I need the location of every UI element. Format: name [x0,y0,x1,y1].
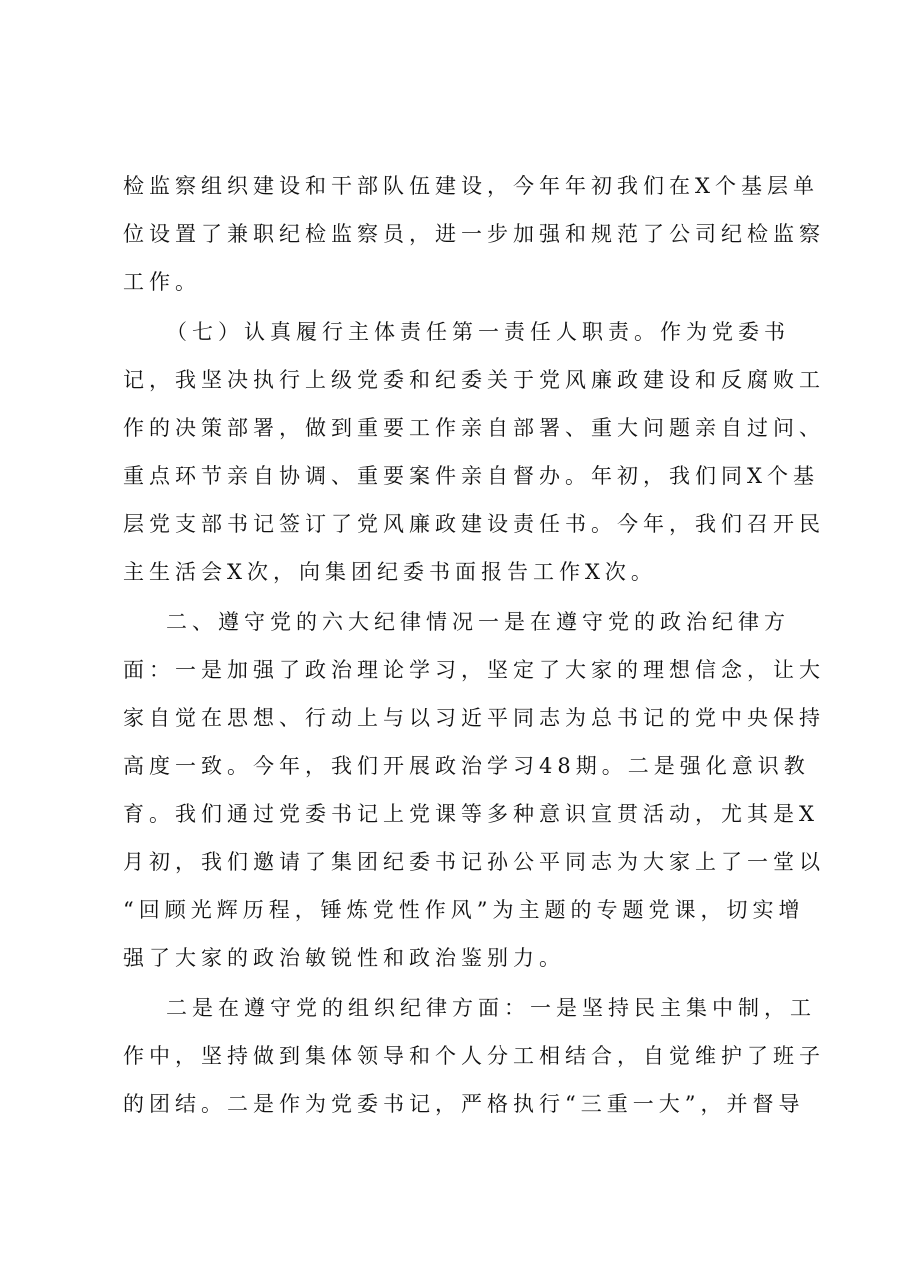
text-line: 层党支部书记签订了党风廉政建设责任书。今年，我们召开民 [123,512,825,536]
text-line: 位设置了兼职纪检监察员，进一步加强和规范了公司纪检监察 [123,222,825,246]
text-line: 主生活会X次，向集团纪委书面报告工作X次。 [123,560,657,584]
text-line: 记，我坚决执行上级党委和纪委关于党风廉政建设和反腐败工 [123,368,825,392]
text-line: “回顾光辉历程，锤炼党性作风”为主题的专题党课，切实增 [123,898,805,922]
text-line: 二是在遵守党的组织纪律方面：一是坚持民主集中制，工 [166,996,816,1020]
text-line: 高度一致。今年，我们开展政治学习48期。二是强化意识教 [123,754,810,778]
text-line: （七）认真履行主体责任第一责任人职责。作为党委书 [166,320,790,344]
text-line: 家自觉在思想、行动上与以习近平同志为总书记的党中央保持 [123,706,825,730]
text-line: 二、遵守党的六大纪律情况一是在遵守党的政治纪律方 [166,610,790,634]
text-line: 重点环节亲自协调、重要案件亲自督办。年初，我们同X个基 [123,464,819,488]
text-line: 作的决策部署，做到重要工作亲自部署、重大问题亲自过问、 [123,416,825,440]
text-line: 强了大家的政治敏锐性和政治鉴别力。 [123,946,565,970]
text-line: 育。我们通过党委书记上党课等多种意识宣贯活动，尤其是X [123,802,819,826]
text-line: 检监察组织建设和干部队伍建设，今年年初我们在X个基层单 [123,174,819,198]
text-line: 月初，我们邀请了集团纪委书记孙公平同志为大家上了一堂以 [123,850,825,874]
text-line: 面：一是加强了政治理论学习，坚定了大家的理想信念，让大 [123,658,825,682]
text-line: 作中，坚持做到集体领导和个人分工相结合，自觉维护了班子 [123,1044,825,1068]
text-line: 的团结。二是作为党委书记，严格执行“三重一大”，并督导 [123,1092,805,1116]
text-line: 工作。 [123,270,201,294]
